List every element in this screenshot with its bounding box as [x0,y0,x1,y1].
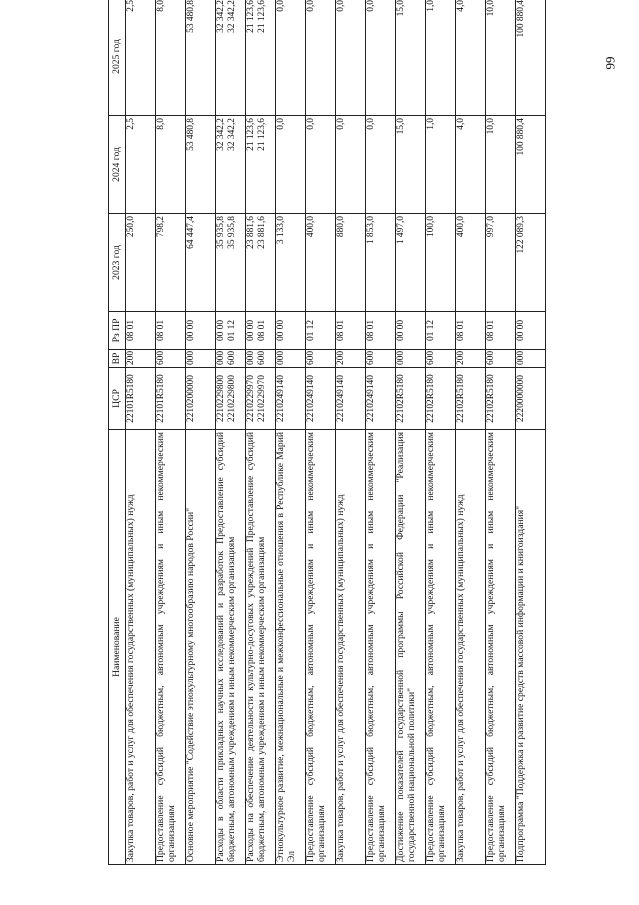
row-vr-value: 000 [276,350,286,365]
row-name: Предоставление субсидий бюджетным, автономным учреждениям и иным некоммерческим организациям [156,430,186,865]
row-vr-value: 600 [366,350,376,365]
row-csr-value: 2220000000 [516,375,526,422]
row-2023-value: 1 853,0 [366,216,376,245]
row-rz-pr-value: 01 12 [306,319,316,342]
row-2024-value: 21 123,6 [246,118,256,151]
row-rz-pr [306,312,336,350]
row-2023-value: 798,2 [156,216,166,238]
row-vr-value: 600 [306,350,316,365]
table-row [366,0,396,865]
table-header-row [109,0,126,865]
row-2025-value: 32 342,2 [226,0,237,33]
row-2025 [246,0,276,116]
row-name: Предоставление субсидий бюджетным, автономным учреждениям и иным некоммерческим организациям [426,430,456,865]
row-2025 [276,0,306,116]
row-2025 [396,0,426,116]
row-2025 [306,0,336,116]
table-row [516,0,546,865]
header-csr: ЦСР [109,368,126,430]
row-rz-pr [156,312,186,350]
row-2025 [216,0,246,116]
row-vr-value: 000 [396,350,406,365]
row-rz-pr [426,312,456,350]
row-2023-value: 997,0 [486,216,496,238]
row-2025 [126,0,156,116]
row-2023 [126,214,156,312]
row-2025-value: 0,0 [276,0,286,12]
row-vr [516,350,546,368]
header-rz-pr [109,312,126,350]
header-pr: ПР [111,318,122,331]
row-vr [426,350,456,368]
row-vr [456,350,486,368]
row-2023 [156,214,186,312]
row-2024 [516,116,546,214]
row-2023-value: 64 447,4 [186,216,196,249]
row-2023 [516,214,546,312]
row-2024 [156,116,186,214]
table-row [306,0,336,865]
row-vr [306,350,336,368]
row-rz-pr-value: 01 12 [226,319,237,342]
row-csr-value: 22101R5180 [126,374,136,423]
header-2023: 2023 год [109,214,126,312]
row-csr-value: 22102R5180 [396,374,406,423]
row-vr-value: 600 [486,350,496,365]
row-csr [516,368,546,430]
row-rz-pr [126,312,156,350]
row-2023 [396,214,426,312]
row-2024-value: 100 880,4 [516,118,526,156]
row-2024 [186,116,216,214]
row-2024-value: 15,0 [396,118,406,135]
budget-table-sheet [108,0,529,865]
row-2023-value: 3 133,0 [276,216,286,245]
row-2024 [396,116,426,214]
row-csr [336,368,366,430]
row-2024-value: 10,0 [486,118,496,135]
row-vr-value: 200 [456,350,466,365]
row-rz-pr-value: 00 00 [216,319,226,342]
row-vr-value: 600 [426,350,436,365]
row-2023-value: 23 881,6 [246,216,256,249]
table-row [276,0,306,865]
row-csr [456,368,486,430]
row-2024 [126,116,156,214]
row-2025-value: 2,5 [126,0,136,12]
row-rz-pr-value: 00 00 [516,319,526,342]
row-2025 [366,0,396,116]
row-2024-value: 32 342,2 [226,118,237,151]
row-2024-value: 4,0 [456,118,466,130]
table-row [426,0,456,865]
row-2025 [456,0,486,116]
row-rz-pr-value: 00 00 [396,319,406,342]
row-rz-pr [246,312,276,350]
row-2025-value: 8,0 [156,0,166,12]
row-csr-value: 22101R5180 [156,374,166,423]
row-vr [126,350,156,368]
row-rz-pr-value: 00 00 [186,319,196,342]
row-2024-value: 0,0 [366,118,376,130]
row-rz-pr-value: 08 01 [486,319,496,342]
row-vr [186,350,216,368]
row-csr [486,368,516,430]
row-csr-value: 2210249140 [276,375,286,422]
row-csr [426,368,456,430]
row-2024 [276,116,306,214]
row-2024-value: 1,0 [426,118,436,130]
row-2023-value: 1 497,0 [396,216,406,245]
row-2025 [336,0,366,116]
row-2024 [306,116,336,214]
row-2025-value: 21 123,6 [256,0,267,33]
row-rz-pr [456,312,486,350]
row-name: Расходы на обеспечение деятельности культурно-досуговых учреждений Предоставление субсидий бюджетным, автономным учреждениям и иным некоммерческим организациям [246,430,276,865]
row-csr-value: 22102R5180 [426,374,436,423]
row-2023 [216,214,246,312]
row-2025-value: 10,0 [486,0,496,17]
row-name: Предоставление субсидий бюджетным, автономным учреждениям и иным некоммерческим организациям [486,430,516,865]
row-rz-pr [396,312,426,350]
row-csr-value: 2210249140 [336,375,346,422]
row-2025-value: 0,0 [336,0,346,12]
row-csr-value: 2210249140 [306,375,316,422]
row-2023-value: 100,0 [426,216,436,238]
row-2024 [216,116,246,214]
row-2023-value: 35 935,8 [216,216,226,249]
row-name: Закупка товаров, работ и услуг для обеспечения государственных (муниципальных) нужд [336,430,366,865]
row-vr [156,350,186,368]
row-2023 [186,214,216,312]
row-csr-value: 22102R5180 [486,374,496,423]
row-vr-value: 200 [336,350,346,365]
row-rz-pr [186,312,216,350]
row-csr-value: 2210229970 [256,375,267,422]
row-2024-value: 32 342,2 [216,118,226,151]
row-2024-value: 0,0 [336,118,346,130]
row-2025-value: 0,0 [306,0,316,12]
row-2024-value: 2,5 [126,118,136,130]
table-row [186,0,216,865]
header-name: Наименование [109,430,126,865]
row-vr-value: 600 [226,350,237,365]
row-rz-pr-value: 01 12 [426,319,436,342]
row-vr-value: 000 [216,350,226,365]
table-row [216,0,246,865]
row-csr-value: 2210200000 [186,375,196,422]
row-2025-value: 0,0 [366,0,376,12]
row-rz-pr [366,312,396,350]
budget-table [108,0,546,865]
row-name: Этнокультурное развитие, межнациональные и межконфессиональные отношения в Республике Марий Эл [276,430,306,865]
row-2023 [486,214,516,312]
row-csr [126,368,156,430]
row-2024 [366,116,396,214]
table-row [126,0,156,865]
row-name: Предоставление субсидий бюджетным, автономным учреждениям и иным некоммерческим организациям [306,430,336,865]
row-2023-value: 250,0 [126,216,136,238]
row-2024 [456,116,486,214]
row-rz-pr-value: 08 01 [336,319,346,342]
row-csr-value: 2210249140 [366,375,376,422]
row-csr [246,368,276,430]
header-rz: Рз [111,333,122,343]
row-2025-value: 53 480,8 [186,0,196,33]
row-name: Предоставление субсидий бюджетным, автономным учреждениям и иным некоммерческим организациям [366,430,396,865]
row-name: Подпрограмма "Поддержка и развитие средств массовой информации и книгоиздания" [516,430,546,865]
table-row [456,0,486,865]
row-vr [396,350,426,368]
row-2023-value: 35 935,8 [226,216,237,249]
row-2025-value: 21 123,6 [246,0,256,33]
row-2023 [456,214,486,312]
row-vr [246,350,276,368]
row-vr [366,350,396,368]
row-2023 [426,214,456,312]
row-2024-value: 53 480,8 [186,118,196,151]
row-csr-value: 22102R5180 [456,374,466,423]
row-2023 [306,214,336,312]
row-vr-value: 600 [256,350,267,365]
row-2025 [516,0,546,116]
row-2023 [246,214,276,312]
row-name: Закупка товаров, работ и услуг для обеспечения государственных (муниципальных) нужд [126,430,156,865]
row-2023-value: 122 089,3 [516,216,526,254]
row-csr-value: 2210229970 [246,375,256,422]
row-vr [216,350,246,368]
row-csr-value: 2210229800 [216,375,226,422]
row-2024-value: 0,0 [276,118,286,130]
row-2024-value: 0,0 [306,118,316,130]
row-2025-value: 100 880,4 [516,0,526,38]
row-rz-pr [516,312,546,350]
row-name: Достижение показателей государственной программы Российской Федерации "Реализация государственной национальной политики" [396,430,426,865]
row-rz-pr-value: 08 01 [366,319,376,342]
row-vr-value: 200 [126,350,136,365]
row-csr [216,368,246,430]
row-2023-value: 400,0 [306,216,316,238]
row-vr-value: 600 [156,350,166,365]
row-2025 [156,0,186,116]
row-rz-pr-value: 08 01 [456,319,466,342]
row-csr [186,368,216,430]
header-2025: 2025 год [109,0,126,116]
row-2024-value: 21 123,6 [256,118,267,151]
row-rz-pr-value: 00 00 [246,319,256,342]
row-name: Расходы в области прикладных научных исследований и разработок Предоставление субсидий бюджетным, автономным учреждениям и иным некоммерческим организациям [216,430,246,865]
row-2025-value: 4,0 [456,0,466,12]
header-2024: 2024 год [109,116,126,214]
row-2024-value: 8,0 [156,118,166,130]
row-2023 [276,214,306,312]
row-vr [336,350,366,368]
row-rz-pr [336,312,366,350]
table-row [396,0,426,865]
row-2023-value: 400,0 [456,216,466,238]
row-2023 [336,214,366,312]
row-vr-value: 000 [246,350,256,365]
row-2023-value: 23 881,6 [256,216,267,249]
row-csr [156,368,186,430]
row-2023-value: 880,0 [336,216,346,238]
row-vr [486,350,516,368]
row-rz-pr [216,312,246,350]
row-csr [276,368,306,430]
row-rz-pr [486,312,516,350]
row-rz-pr-value: 00 00 [276,319,286,342]
row-rz-pr-value: 08 01 [256,319,267,342]
row-name: Закупка товаров, работ и услуг для обеспечения государственных (муниципальных) нужд [456,430,486,865]
row-vr-value: 000 [186,350,196,365]
row-vr-value: 000 [516,350,526,365]
row-2024 [246,116,276,214]
row-2025 [186,0,216,116]
table-row [156,0,186,865]
row-rz-pr-value: 08 01 [156,319,166,342]
row-2025 [486,0,516,116]
table-row [336,0,366,865]
row-2025-value: 1,0 [426,0,436,12]
table-row [486,0,516,865]
row-2025-value: 32 342,2 [216,0,226,33]
table-row [246,0,276,865]
row-2024 [486,116,516,214]
row-2024 [336,116,366,214]
row-2023 [366,214,396,312]
row-vr [276,350,306,368]
row-csr [396,368,426,430]
row-rz-pr-value: 08 01 [126,319,136,342]
header-vr: ВР [109,350,126,368]
row-name: Основное мероприятие "Содействие этнокультурному многообразию народов России" [186,430,216,865]
row-2024 [426,116,456,214]
row-2025 [426,0,456,116]
page-number: 99 [602,56,618,70]
row-2025-value: 15,0 [396,0,406,17]
row-rz-pr [276,312,306,350]
row-csr [306,368,336,430]
row-csr-value: 2210229800 [226,375,237,422]
row-csr [366,368,396,430]
